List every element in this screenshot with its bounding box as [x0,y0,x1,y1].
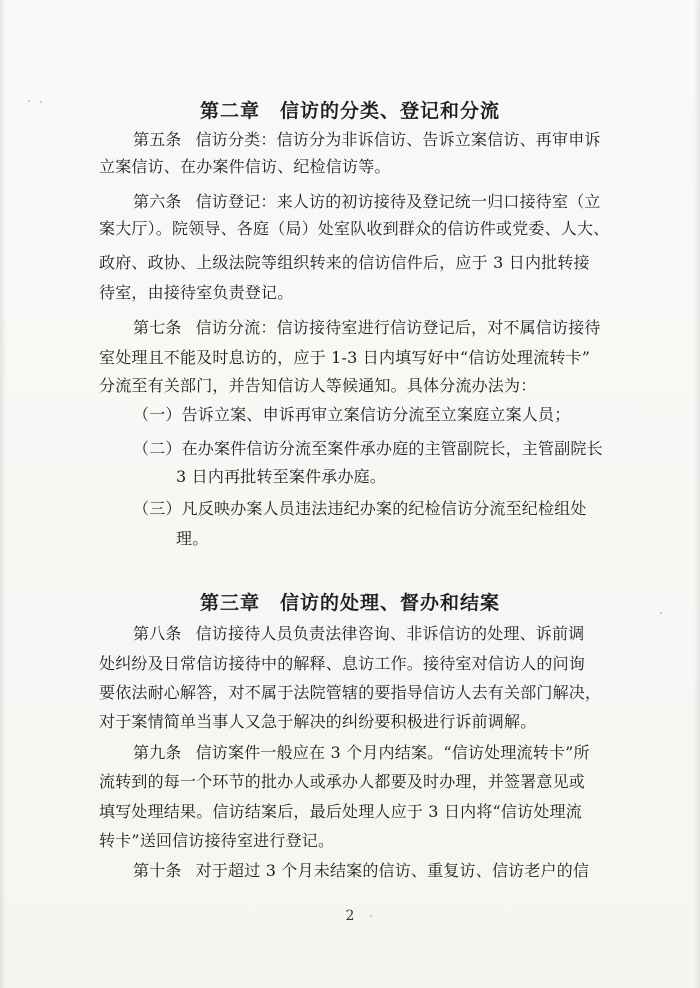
scan-speck [28,100,30,102]
article-7-item-2a: （二）在办案件信访分流至案件承办庭的主管副院长，主管副院长 [133,439,603,458]
article-5-text-1: 信访分类：信访分为非诉信访、告诉立案信访、再审申诉 [195,130,601,149]
article-7-item-2b: 3 日内再批转至案件承办庭。 [176,467,387,486]
article-9-line-4: 转卡”送回信访接待室进行登记。 [99,831,335,850]
scan-speck [660,612,662,614]
article-9-text-1: 信访案件一般应在 3 个月内结案。“信访处理流转卡”所 [195,743,590,762]
article-6-label: 第六条 [133,192,182,211]
article-8-line-3: 要依法耐心解答，对不属于法院管辖的要指导信访人去有关部门解决， [99,683,602,702]
article-8-text-1: 信访接待人员负责法律咨询、非诉信访的处理、诉前调 [195,624,585,643]
article-7-item-1: （一）告诉立案、申诉再审立案信访分流至立案庭立案人员； [133,405,571,424]
article-10-line-1 [133,861,589,881]
article-9-line-3: 填写处理结果。信访结案后，最后处理人应于 3 日内将“信访处理流 [99,802,582,821]
article-7-item-3b: 理。 [176,529,209,548]
article-5-line-2: 立案信访、在办案件信访、纪检信访等。 [99,157,391,176]
article-7-line-1 [133,318,601,338]
article-8-label: 第八条 [133,624,182,643]
article-5-label: 第五条 [133,130,182,149]
article-6-line-1 [133,192,601,212]
chapter-3-title: 第三章 信访的处理、督办和结案 [199,592,500,614]
article-9-line-2: 流转到的每一个环节的批办人或承办人都要及时办理，并签署意见或 [99,772,586,791]
article-10-label: 第十条 [133,861,182,880]
article-7-item-3a: （三）凡反映办案人员违法违纪办案的纪检信访分流至纪检组处 [133,499,587,518]
scan-shadow-left [0,0,6,988]
article-8-line-1 [133,624,584,644]
page-number: 2 [345,908,355,924]
article-7-label: 第七条 [133,318,182,337]
article-10-text-1: 对于超过 3 个月未结案的信访、重复访、信访老户的信 [195,861,590,880]
article-6-line-4: 待室，由接待室负责登记。 [99,283,294,302]
article-7-text-1: 信访分流：信访接待室进行信访登记后，对不属信访接待 [195,318,601,337]
scan-speck [40,101,42,103]
chapter-2-title: 第二章 信访的分类、登记和分流 [199,100,500,122]
article-9-label: 第九条 [133,743,182,762]
article-8-line-2: 处纠纷及日常信访接待中的解释、息访工作。接待室对信访人的问询 [99,654,586,673]
scan-shadow-right [694,0,700,988]
scan-speck [370,915,372,917]
article-9-line-1 [133,743,590,763]
article-7-line-3: 分流至有关部门，并告知信访人等候通知。具体分流办法为： [99,376,537,395]
article-8-line-4: 对于案情简单当事人又急于解决的纠纷要积极进行诉前调解。 [99,712,537,731]
article-6-line-2: 案大厅）。院领导、各庭（局）处室队收到群众的信访件或党委、人大、 [99,219,610,238]
article-6-text-1: 信访登记：来人访的初访接待及登记统一归口接待室（立 [195,192,601,211]
article-6-line-3: 政府、政协、上级法院等组织转来的信访信件后，应于 3 日内批转接 [99,253,590,272]
article-7-line-2: 室处理且不能及时息访的，应于 1-3 日内填写好中“信访处理流转卡” [99,348,591,367]
article-5-line-1 [133,130,601,150]
